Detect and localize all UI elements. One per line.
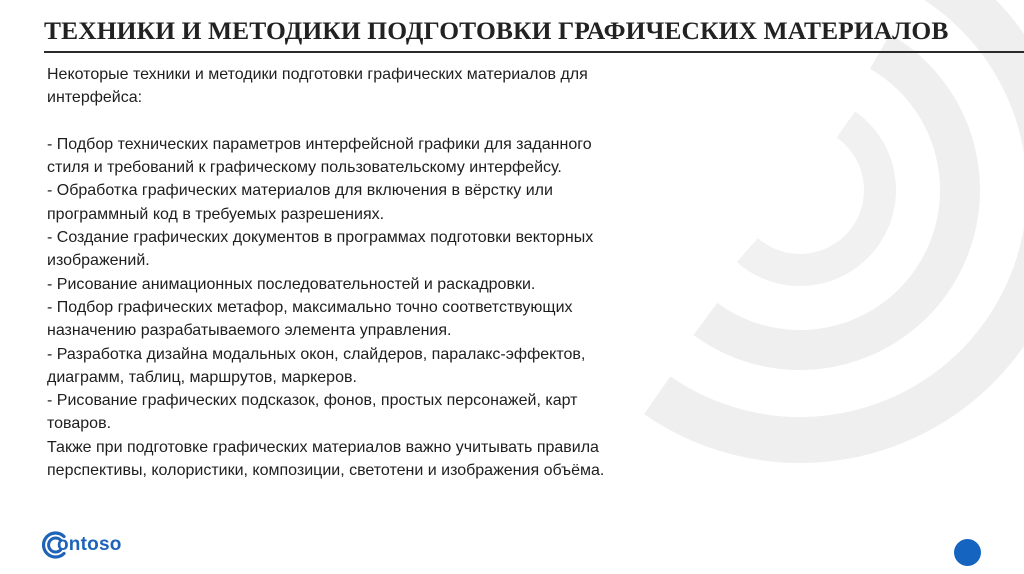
body-line: стиля и требований к графическому пользовательскому интерфейсу.: [47, 159, 562, 177]
body-line: - Подбор графических метафор, максимально точно соответствующих: [47, 298, 573, 316]
body-line: - Обработка графических материалов для включения в вёрстку или: [47, 182, 553, 200]
body-line: назначению разрабатываемого элемента управления.: [47, 322, 452, 340]
body-line: - Разработка дизайна модальных окон, слайдеров, паралакс-эффектов,: [47, 345, 586, 363]
body-text: [47, 63, 697, 482]
body-line: программный код в требуемых разрешениях.: [47, 205, 385, 223]
body-line: Некоторые техники и методики подготовки графических материалов для: [47, 66, 588, 83]
contoso-logo: [40, 528, 122, 562]
slide-title: ТЕХНИКИ И МЕТОДИКИ ПОДГОТОВКИ ГРАФИЧЕСКИХ МАТЕРИАЛОВ: [44, 16, 949, 45]
logo-wordmark: ontoso: [57, 534, 122, 555]
body-line: [47, 110, 697, 133]
body-line: - Подбор технических параметров интерфейсной графики для заданного: [47, 135, 592, 153]
body-line: - Создание графических документов в программах подготовки векторных: [47, 229, 594, 247]
title-underline: [44, 51, 1024, 53]
body-line: Также при подготовке графических материалов важно учитывать правила: [47, 438, 599, 456]
body-line: изображений.: [47, 252, 150, 270]
body-line: перспективы, колористики, композиции, светотени и изображения объёма.: [47, 462, 605, 480]
body-line: диаграмм, таблиц, маршрутов, маркеров.: [47, 368, 357, 386]
body-line: - Рисование анимационных последовательностей и раскадровки.: [47, 275, 536, 293]
body-line: товаров.: [47, 415, 112, 433]
body-line: интерфейса:: [47, 89, 143, 107]
accent-dot: [954, 539, 981, 566]
body-line: - Рисование графических подсказок, фонов, простых персонажей, карт: [47, 392, 578, 410]
